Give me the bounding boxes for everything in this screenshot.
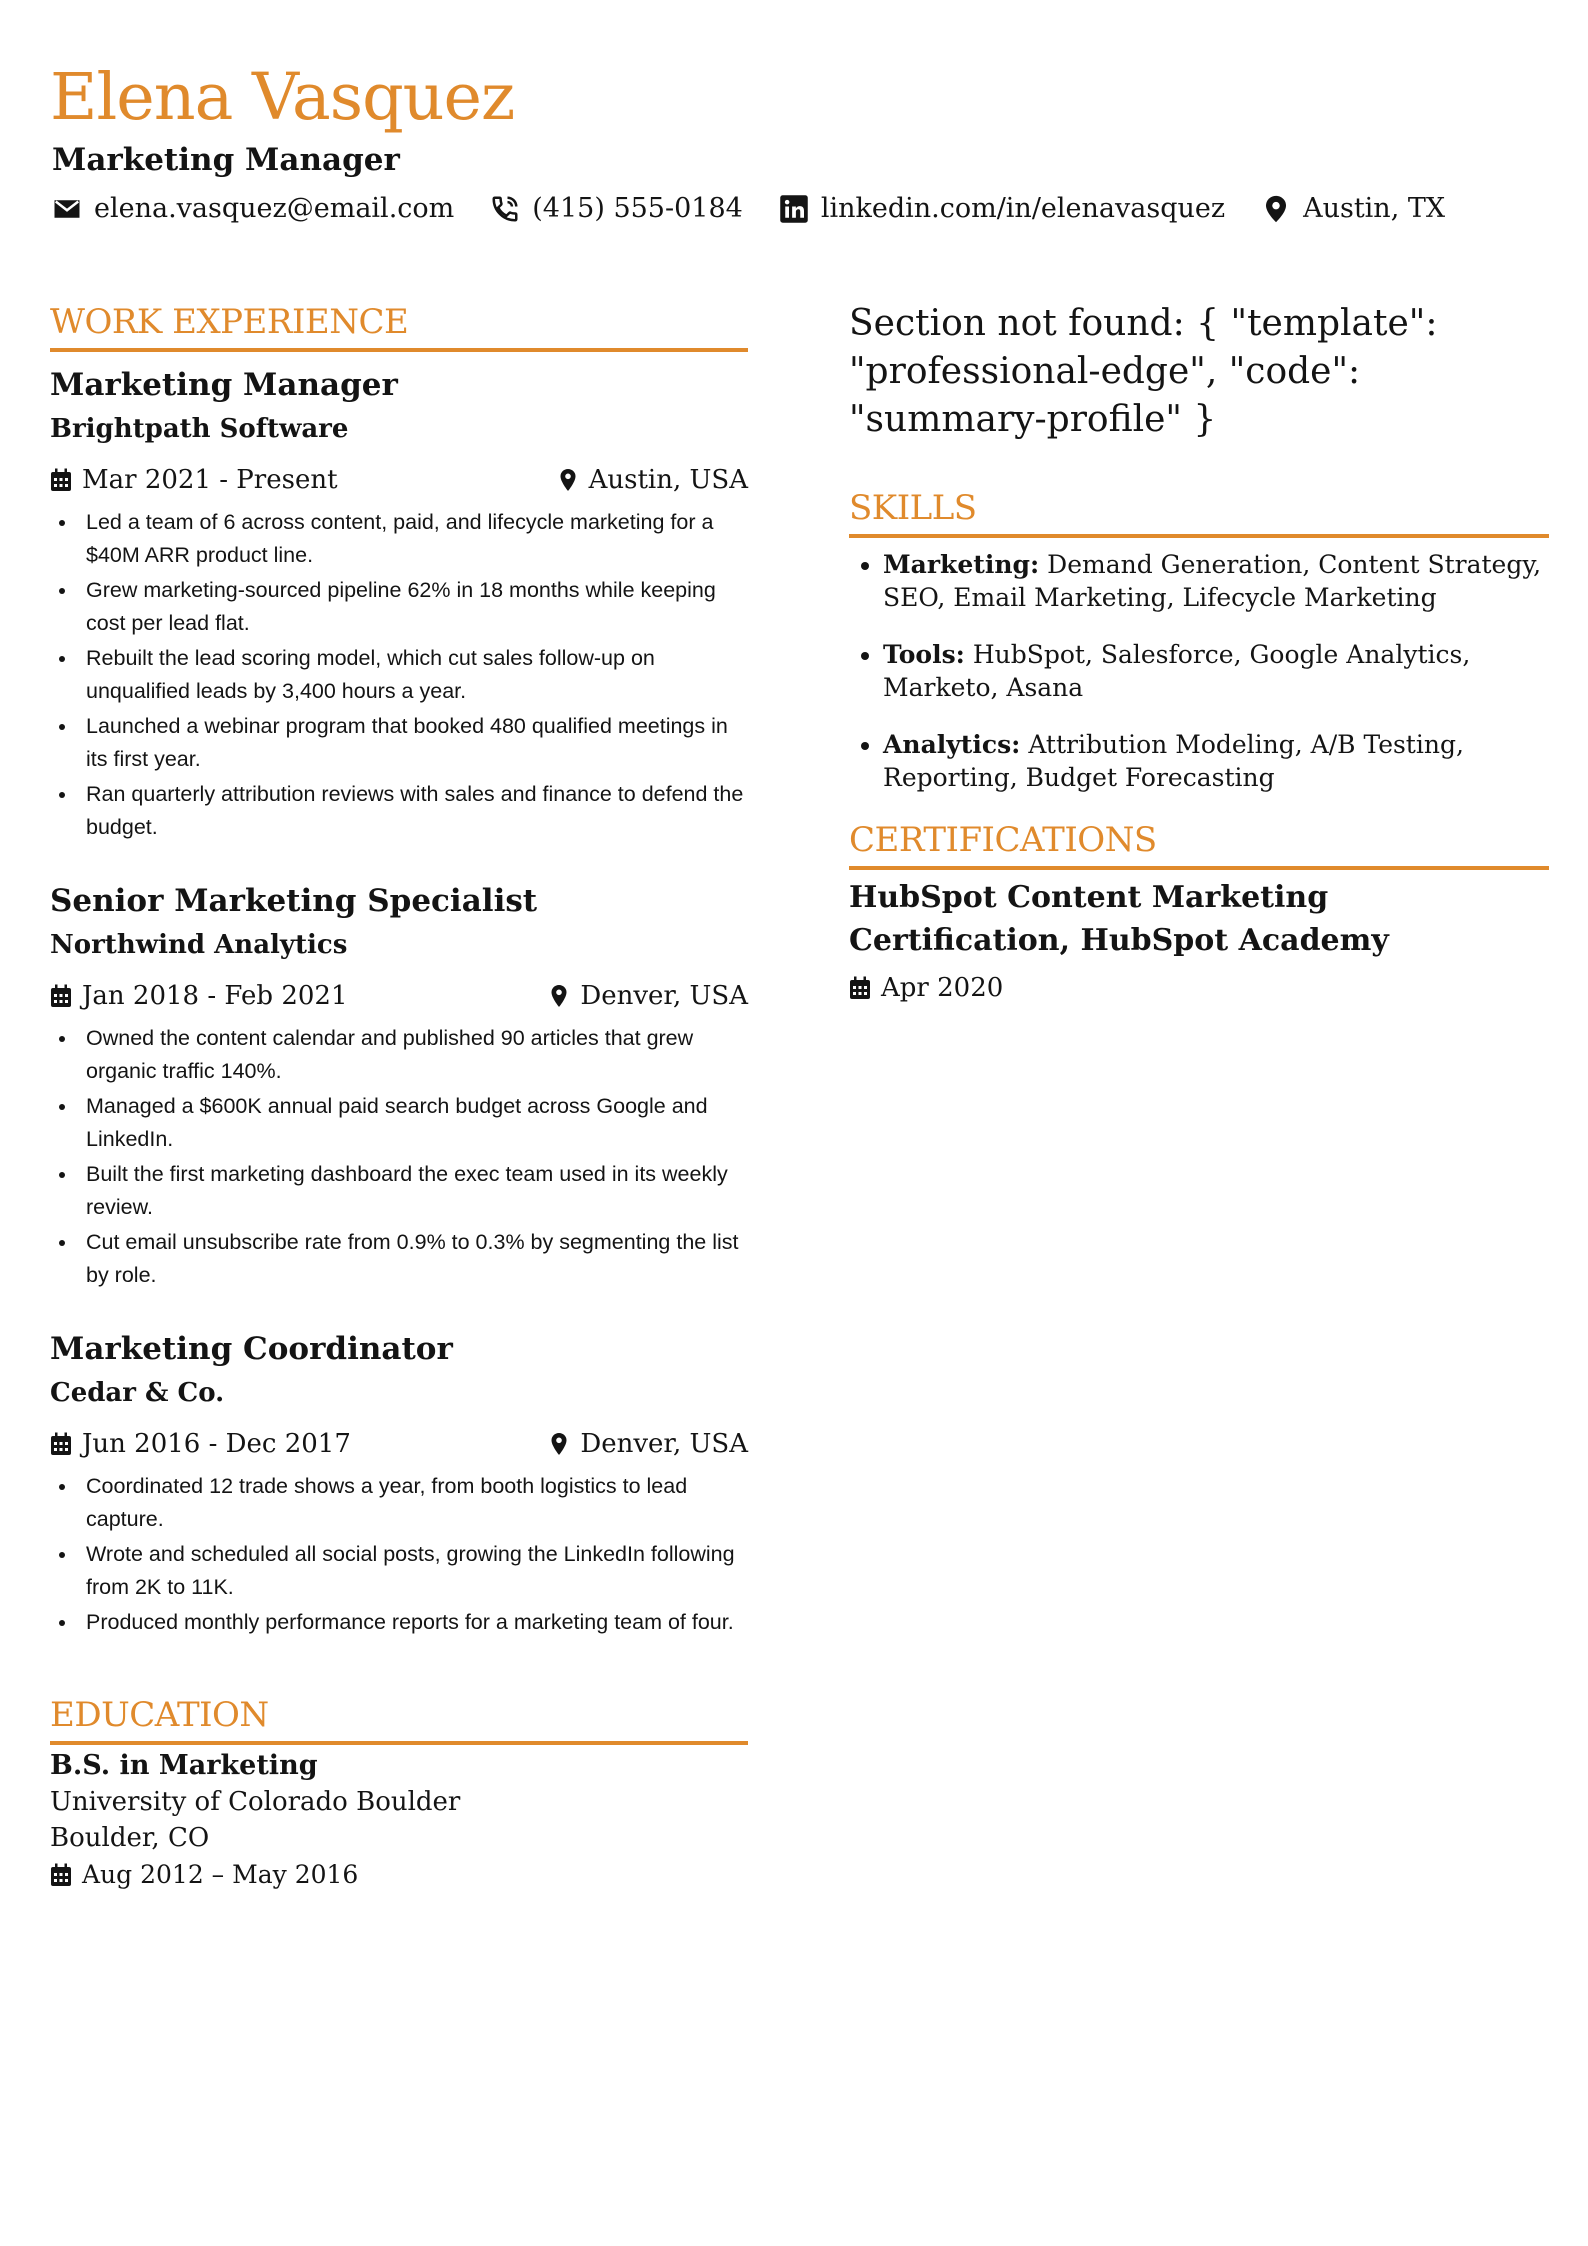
calendar-icon <box>50 1863 72 1887</box>
list-item: • Owned the content calendar and published 90 articles that grew organic traffic 140%. <box>78 1022 748 1088</box>
list-item <box>883 548 1549 614</box>
list-item: • Led a team of 6 across content, paid, and lifecycle marketing for a $40M ARR product line. <box>78 506 748 572</box>
contact-location <box>1261 189 1445 229</box>
job-entry <box>50 364 748 844</box>
job-dates <box>50 460 338 500</box>
contact-email[interactable] <box>52 189 454 229</box>
location-pin-icon <box>548 984 570 1008</box>
contact-location-text: Austin, TX <box>1303 193 1446 224</box>
job-entry <box>50 880 748 1292</box>
list-item: • Rebuilt the lead scoring model, which cut sales follow-up on unqualified leads by 3,400 hours a year. <box>78 642 748 708</box>
job-location-text: Denver, USA <box>580 1429 748 1459</box>
candidate-name: Elena Vasquez <box>50 60 515 135</box>
contact-linkedin-text: linkedin.com/in/elenavasquez <box>820 193 1226 224</box>
skills-section <box>849 486 1549 794</box>
calendar-icon <box>50 468 72 492</box>
linkedin-icon <box>779 194 809 224</box>
job-dates <box>50 1424 351 1464</box>
list-item: • Grew marketing-sourced pipeline 62% in 18 months while keeping cost per lead flat. <box>78 574 748 640</box>
company-name: Brightpath Software <box>50 414 349 444</box>
calendar-icon <box>50 984 72 1008</box>
job-location-text: Denver, USA <box>580 981 748 1011</box>
education-school: University of Colorado Boulder <box>50 1787 461 1817</box>
skill-value: HubSpot, Salesforce, Google Analytics, Marketo, Asana <box>883 640 1471 702</box>
work-experience-section <box>50 300 748 1639</box>
education-location: Boulder, CO <box>50 1823 210 1853</box>
contact-bar <box>52 189 1481 229</box>
job-location-text: Austin, USA <box>588 465 748 495</box>
job-dates <box>50 976 348 1016</box>
list-item <box>883 638 1549 704</box>
job-title: Senior Marketing Specialist <box>50 883 538 919</box>
left-column <box>50 300 748 1894</box>
skill-value: Demand Generation, Content Strategy, SEO, Email Marketing, Lifecycle Marketing <box>883 550 1542 612</box>
skill-label: Marketing: <box>883 550 1040 579</box>
skill-label: Tools: <box>883 640 965 669</box>
job-title: Marketing Manager <box>50 367 398 403</box>
contact-phone-text: (415) 555-0184 <box>532 193 743 224</box>
location-pin-icon <box>1261 194 1291 224</box>
company-name: Northwind Analytics <box>50 930 348 960</box>
education-section <box>50 1693 748 1894</box>
job-bullets <box>50 506 748 844</box>
job-dates-text: Jun 2016 - Dec 2017 <box>82 1429 351 1459</box>
section-title-certifications: CERTIFICATIONS <box>849 818 1549 870</box>
contact-linkedin[interactable] <box>779 189 1225 229</box>
list-item: • Built the first marketing dashboard the exec team used in its weekly review. <box>78 1158 748 1224</box>
location-pin-icon <box>548 1432 570 1456</box>
certifications-section <box>849 818 1549 1008</box>
job-dates-text: Jan 2018 - Feb 2021 <box>82 981 348 1011</box>
job-list <box>50 364 748 1639</box>
summary-error-text: Section not found: { "template": "professional-edge", "code": "summary-profile" } <box>849 303 1438 440</box>
list-item: • Managed a $600K annual paid search budget across Google and LinkedIn. <box>78 1090 748 1156</box>
list-item: • Launched a webinar program that booked 480 qualified meetings in its first year. <box>78 710 748 776</box>
list-item: • Cut email unsubscribe rate from 0.9% to 0.3% by segmenting the list by role. <box>78 1226 748 1292</box>
list-item: • Ran quarterly attribution reviews with sales and finance to defend the budget. <box>78 778 748 844</box>
job-entry <box>50 1328 748 1639</box>
certification-date-text: Apr 2020 <box>881 973 1004 1003</box>
section-title-skills: SKILLS <box>849 486 1549 538</box>
job-title: Marketing Coordinator <box>50 1331 453 1367</box>
job-bullets <box>50 1022 748 1292</box>
list-item <box>883 728 1549 794</box>
education-degree: B.S. in Marketing <box>50 1750 318 1781</box>
mail-icon <box>52 194 82 224</box>
phone-icon <box>490 194 520 224</box>
job-meta <box>50 1424 748 1464</box>
list-item: • Coordinated 12 trade shows a year, from booth logistics to lead capture. <box>78 1470 748 1536</box>
right-column <box>849 300 1549 1008</box>
certification-date <box>849 968 1549 1008</box>
job-location <box>548 976 748 1016</box>
company-name: Cedar & Co. <box>50 1378 225 1408</box>
section-title-work: WORK EXPERIENCE <box>50 300 748 352</box>
education-dates <box>50 1856 748 1894</box>
location-pin-icon <box>557 468 579 492</box>
calendar-icon <box>50 1432 72 1456</box>
certification-name: HubSpot Content Marketing Certification, HubSpot Academy <box>849 880 1389 958</box>
job-location <box>548 1424 748 1464</box>
job-location <box>557 460 748 500</box>
skill-list <box>849 548 1549 794</box>
list-item: • Wrote and scheduled all social posts, growing the LinkedIn following from 2K to 11K. <box>78 1538 748 1604</box>
calendar-icon <box>849 976 871 1000</box>
job-meta <box>50 976 748 1016</box>
candidate-headline: Marketing Manager <box>52 142 400 178</box>
list-item: • Produced monthly performance reports for a marketing team of four. <box>78 1606 748 1639</box>
job-meta <box>50 460 748 500</box>
job-dates-text: Mar 2021 - Present <box>82 465 338 495</box>
section-title-education: EDUCATION <box>50 1693 748 1745</box>
job-bullets <box>50 1470 748 1639</box>
contact-email-text: elena.vasquez@email.com <box>94 193 455 224</box>
skill-value: Attribution Modeling, A/B Testing, Reporting, Budget Forecasting <box>883 730 1464 792</box>
education-dates-text: Aug 2012 – May 2016 <box>82 1860 359 1889</box>
contact-phone[interactable] <box>490 189 743 229</box>
skill-label: Analytics: <box>883 730 1021 759</box>
